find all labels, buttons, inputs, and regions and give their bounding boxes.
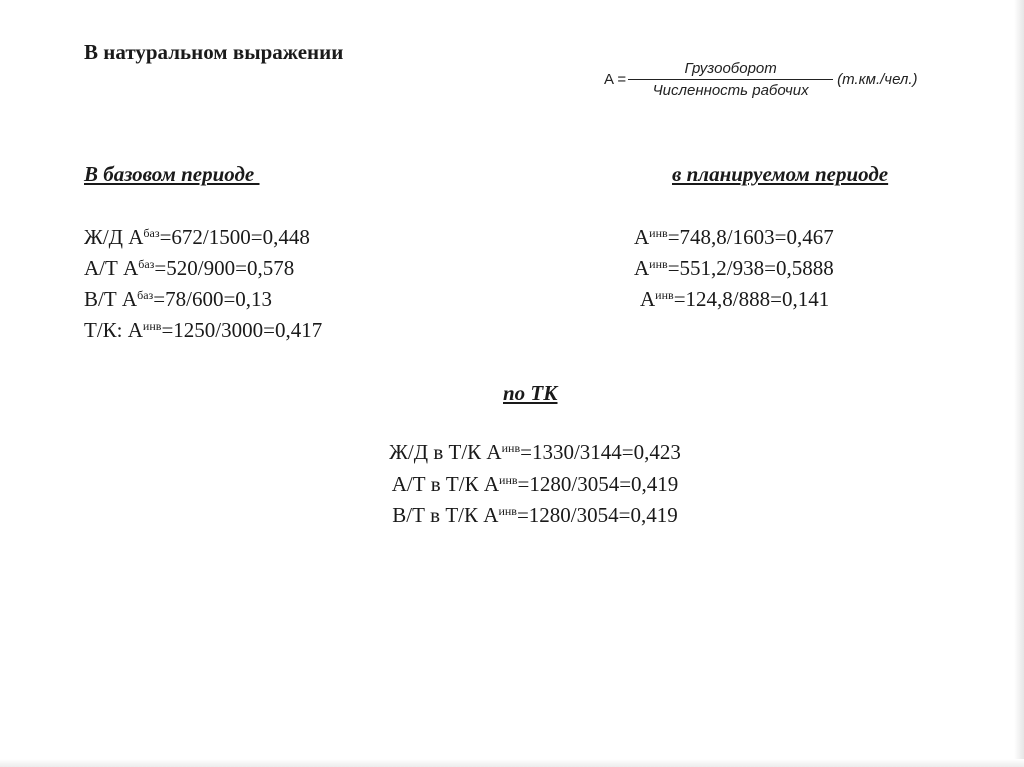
planned-period-heading: в планируемом периоде xyxy=(672,162,889,186)
row-superscript: инв xyxy=(499,473,518,487)
formula-numerator: Грузооборот xyxy=(684,60,777,77)
row-value: =1280/3054=0,419 xyxy=(517,472,679,496)
row-value: =1330/3144=0,423 xyxy=(520,440,681,464)
formula-lhs: A = xyxy=(604,71,627,88)
row-prefix: Ж/Д в Т/К А xyxy=(389,440,502,464)
row-value: =1250/3000=0,417 xyxy=(161,318,323,342)
row-value: =672/1500=0,448 xyxy=(159,225,310,249)
formula-unit: (т.км./чел.) xyxy=(837,71,918,88)
row-superscript: инв xyxy=(649,257,668,271)
base-row-water xyxy=(84,287,272,312)
row-value: =124,8/888=0,141 xyxy=(673,287,830,311)
planned-row-water xyxy=(640,287,829,312)
row-superscript: инв xyxy=(649,226,668,240)
row-superscript: баз xyxy=(143,226,160,240)
slide-title: В натуральном выражении xyxy=(84,40,344,64)
row-superscript: инв xyxy=(498,504,517,518)
row-superscript: инв xyxy=(501,441,521,455)
row-superscript: баз xyxy=(137,288,154,302)
base-row-auto xyxy=(84,256,294,281)
formula-fraction xyxy=(628,60,833,99)
planned-row-auto xyxy=(634,256,834,281)
row-value: =748,8/1603=0,467 xyxy=(667,225,834,249)
row-prefix: В/Т в Т/К А xyxy=(392,503,499,527)
row-prefix: Ж/Д А xyxy=(84,225,144,249)
formula-denominator: Численность рабочих xyxy=(652,82,809,99)
row-prefix: А xyxy=(634,256,650,280)
row-superscript: баз xyxy=(138,257,155,271)
slide-bottom-shadow xyxy=(0,759,1024,767)
row-superscript: инв xyxy=(142,319,162,333)
row-value: =78/600=0,13 xyxy=(153,287,273,311)
base-period-heading: В базовом периоде xyxy=(84,162,260,186)
row-prefix: А xyxy=(634,225,650,249)
tk-row-auto xyxy=(0,472,1024,497)
tk-row-water xyxy=(0,503,1024,528)
slide-edge-shadow xyxy=(1014,0,1024,767)
row-prefix: А/Т А xyxy=(84,256,139,280)
row-prefix: А/Т в Т/К А xyxy=(391,472,500,496)
row-superscript: инв xyxy=(655,288,674,302)
base-row-rail xyxy=(84,225,310,250)
productivity-formula xyxy=(604,60,918,99)
row-prefix: Т/К: А xyxy=(84,318,143,342)
row-prefix: А xyxy=(640,287,656,311)
row-value: =551,2/938=0,5888 xyxy=(667,256,834,280)
by-tk-heading: по ТК xyxy=(503,381,558,405)
tk-row-rail xyxy=(0,440,1024,465)
row-value: =1280/3054=0,419 xyxy=(516,503,678,527)
row-prefix: В/Т А xyxy=(84,287,138,311)
planned-row-rail xyxy=(634,225,834,250)
base-row-tk xyxy=(84,318,322,343)
row-value: =520/900=0,578 xyxy=(154,256,295,280)
